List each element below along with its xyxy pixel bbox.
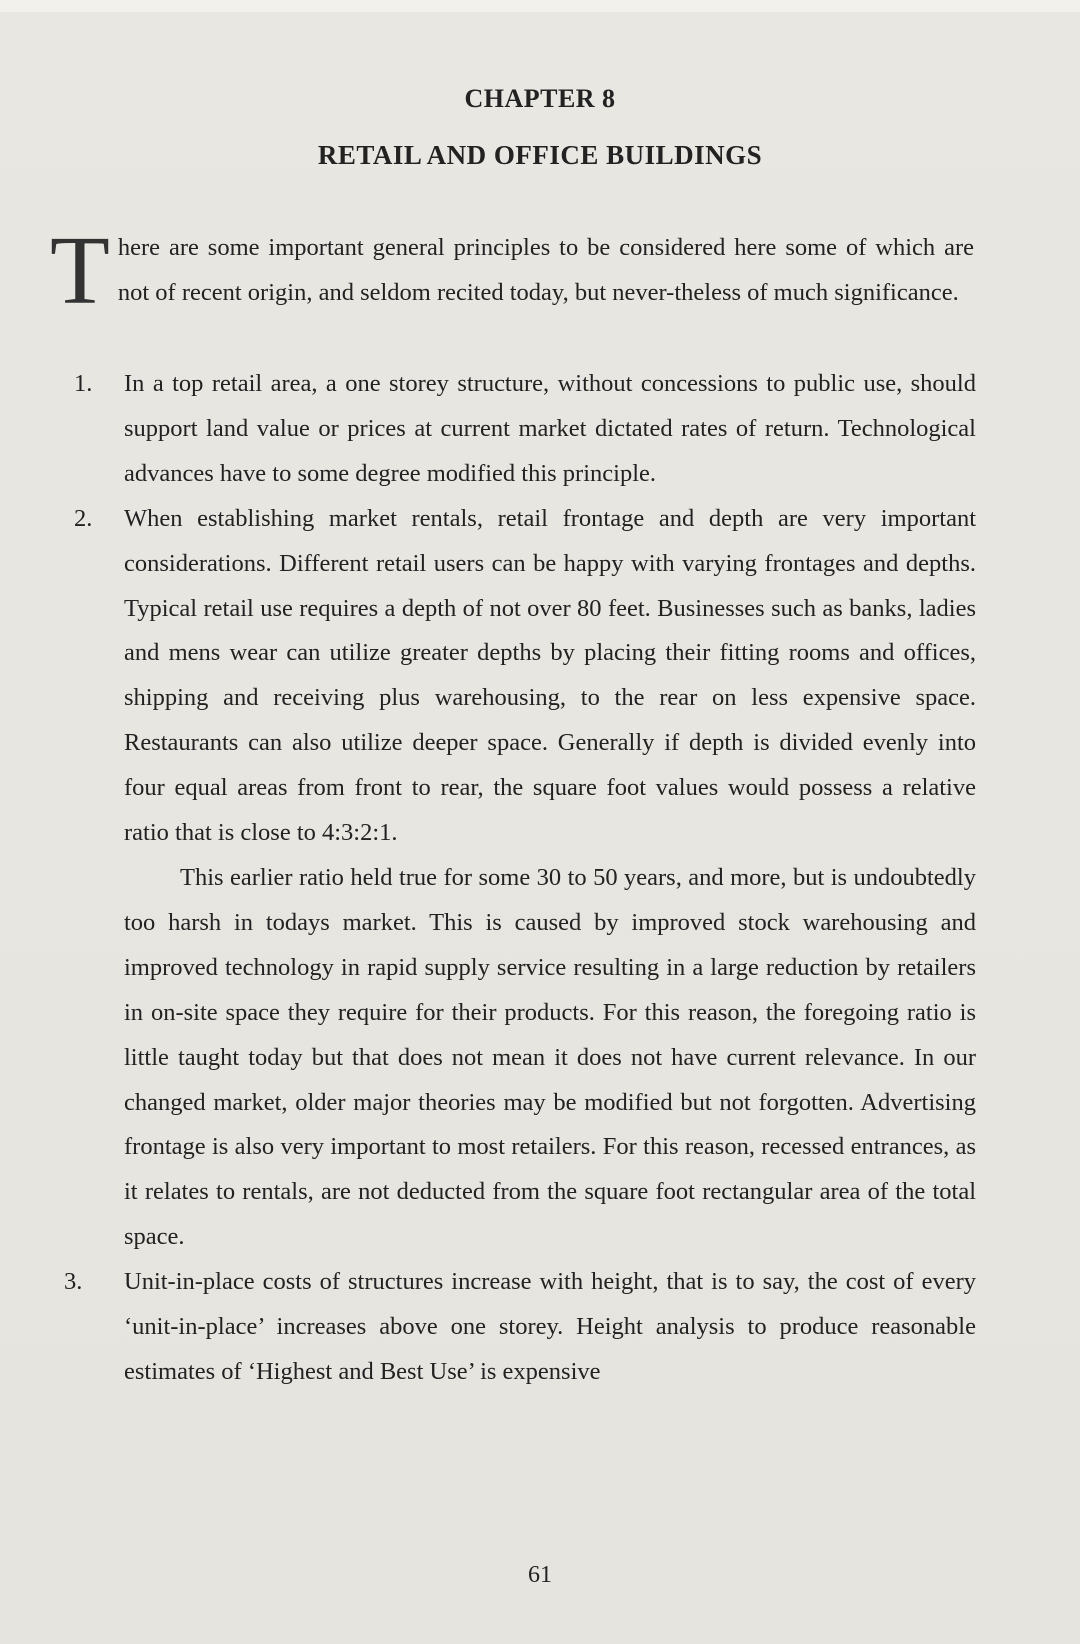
list-item-number: 1. (74, 370, 93, 397)
list-item-continuation: This earlier ratio held true for some 30 to 50 years, and more, but is undoubtedly too harsh in todays market. This is caused by improved stock warehousing and improved technology in rapid supply service resulting in a large reduction by retailers in on-site space they require for their products. For this reason, the foregoing ratio is little taught today but that does not mean it does not have current relevance. In our changed market, older major theories may be modified but not forgotten. Advertising frontage is also very important to most retailers. For this reason, recessed entrances, as it relates to rentals, are not deducted from the square foot rectangular area of the total space. (124, 863, 976, 1251)
page-number: 61 (528, 1562, 552, 1588)
drop-cap: T (50, 217, 110, 325)
list-item-text: When establishing market rentals, retail frontage and depth are very important considerations. Different retail users can be happy with varying frontages and depths. Typical retail use requires a depth of not over 80 feet. Businesses such as banks, ladies and mens wear can utilize greater depths by placing their fitting rooms and offices, shipping and receiving plus warehousing, to the rear on less expensive space. Restaurants can also utilize deeper space. Generally if depth is divided evenly into four equal areas from front to rear, the square foot values would possess a relative ratio that is close to 4:3:2:1. (124, 504, 976, 847)
list-item (56, 497, 976, 1260)
intro-paragraph (50, 217, 974, 325)
list-item (56, 362, 976, 497)
list-item-number: 2. (74, 504, 93, 532)
list-item-text: Unit-in-place costs of structures increase with height, that is to say, the cost of every ‘unit-in-place’ increases above one storey. Height analysis to produce reasonable estimates of ‘Highest and Best Use’ is expensive (124, 1268, 976, 1385)
intro-text: here are some important general principles to be considered here some of which are not of recent origin, and seldom recited today, but never-theless of much significance. (117, 234, 974, 306)
chapter-label: CHAPTER 8 (464, 84, 616, 113)
list-item-text: In a top retail area, a one storey structure, without concessions to public use, should support land value or prices at current market dictated rates of return. Technological advances have to some degree modified this principle. (124, 370, 976, 487)
numbered-list (56, 362, 976, 1395)
chapter-title: RETAIL AND OFFICE BUILDINGS (317, 140, 763, 170)
list-item (56, 1260, 976, 1395)
list-item-number: 3. (64, 1268, 83, 1296)
